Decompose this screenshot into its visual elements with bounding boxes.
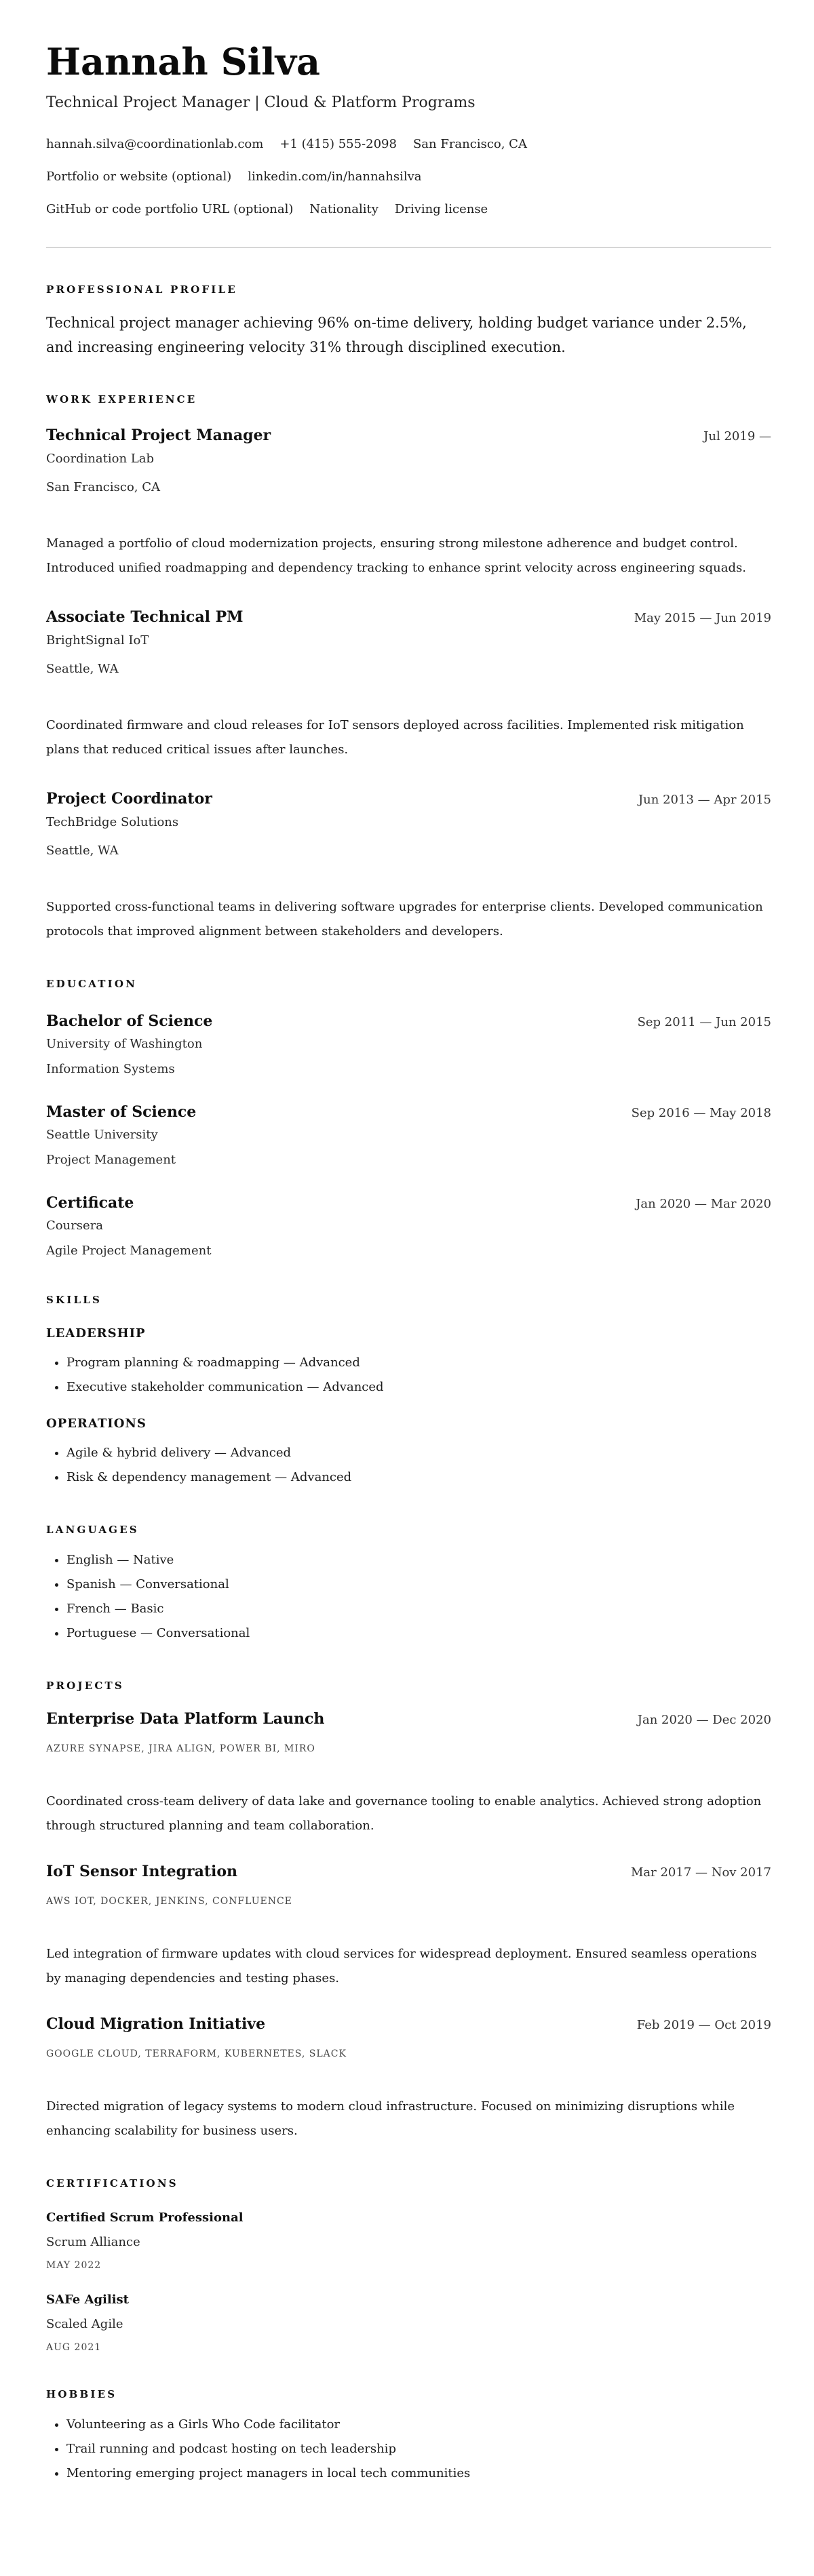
section-heading: HOBBIES bbox=[46, 2388, 117, 2400]
certification-issuer: Scaled Agile bbox=[46, 2317, 123, 2331]
contact-line bbox=[46, 200, 771, 219]
project-description: Led integration of firmware updates with cloud services for widespread deployment. Ensured seamless operations by managing dependencies and testing phases. bbox=[46, 1947, 757, 1985]
job-location: Seattle, WA bbox=[46, 662, 119, 676]
job-location: San Francisco, CA bbox=[46, 480, 161, 494]
projects-section bbox=[46, 1679, 771, 2143]
certifications-section bbox=[46, 2177, 771, 2354]
language-list bbox=[46, 1548, 771, 1646]
project-name: Cloud Migration Initiative bbox=[46, 2015, 266, 2033]
job-company: BrightSignal IoT bbox=[46, 633, 149, 648]
linkedin-link[interactable]: linkedin.com/in/hannahsilva bbox=[248, 170, 422, 184]
phone: +1 (415) 555-2098 bbox=[279, 137, 397, 151]
hobbies-section bbox=[46, 2387, 771, 2486]
profile-section bbox=[46, 283, 771, 359]
job-dates: Jun 2013 — Apr 2015 bbox=[638, 793, 771, 807]
certification-entry bbox=[46, 2291, 771, 2354]
project-name: IoT Sensor Integration bbox=[46, 1863, 238, 1880]
certification-name: SAFe Agilist bbox=[46, 2293, 129, 2307]
project-dates: Mar 2017 — Nov 2017 bbox=[630, 1865, 771, 1880]
project-entry bbox=[46, 1861, 771, 1991]
section-heading: PROFESSIONAL PROFILE bbox=[46, 283, 237, 296]
section-heading: EDUCATION bbox=[46, 978, 138, 990]
job-description: Supported cross-functional teams in delivering software upgrades for enterprise clients. Developed communication protocols that improved alignment between stakeholders and developers. bbox=[46, 900, 763, 938]
project-tech: GOOGLE CLOUD, TERRAFORM, KUBERNETES, SLACK bbox=[46, 2048, 347, 2059]
project-entry bbox=[46, 2014, 771, 2143]
profile-text: Technical project manager achieving 96% on-time delivery, holding budget variance under 2.5%, and increasing engineering velocity 31% through disciplined execution. bbox=[46, 315, 747, 355]
skills-section bbox=[46, 1293, 771, 1490]
section-heading: SKILLS bbox=[46, 1294, 102, 1306]
skill-list bbox=[46, 1351, 771, 1400]
language-item: • French — Basic bbox=[66, 1597, 771, 1621]
resume-header bbox=[46, 39, 771, 219]
project-description: Directed migration of legacy systems to modern cloud infrastructure. Focused on minimizing disruptions while enhancing scalability for business users. bbox=[46, 2099, 735, 2138]
education-entry bbox=[46, 1011, 771, 1078]
skill-group-title: LEADERSHIP bbox=[46, 1326, 146, 1341]
job-entry bbox=[46, 789, 771, 944]
education-entry bbox=[46, 1102, 771, 1169]
job-company: TechBridge Solutions bbox=[46, 815, 179, 829]
section-heading: CERTIFICATIONS bbox=[46, 2177, 178, 2189]
language-item: • Spanish — Conversational bbox=[66, 1572, 771, 1597]
school: Seattle University bbox=[46, 1128, 158, 1142]
job-description: Coordinated firmware and cloud releases for IoT sensors deployed across facilities. Implemented risk mitigation plans that reduced critical issues after launches. bbox=[46, 718, 744, 757]
certification-date: MAY 2022 bbox=[46, 2260, 102, 2271]
project-dates: Jan 2020 — Dec 2020 bbox=[637, 1713, 771, 1727]
project-description: Coordinated cross-team delivery of data lake and governance tooling to enable analytics. Achieved strong adoption through structured planning and team collaboration. bbox=[46, 1794, 762, 1833]
skill-group-title: OPERATIONS bbox=[46, 1416, 147, 1431]
job-dates: Jul 2019 — bbox=[703, 429, 771, 443]
hobby-list bbox=[46, 2413, 771, 2486]
education-section bbox=[46, 977, 771, 1260]
school: University of Washington bbox=[46, 1037, 203, 1051]
job-company: Coordination Lab bbox=[46, 452, 155, 466]
section-heading: PROJECTS bbox=[46, 1680, 124, 1692]
job-dates: May 2015 — Jun 2019 bbox=[634, 611, 771, 625]
nationality: Nationality bbox=[309, 202, 379, 216]
certification-name: Certified Scrum Professional bbox=[46, 2211, 244, 2225]
contact-line bbox=[46, 135, 771, 154]
education-dates: Sep 2011 — Jun 2015 bbox=[637, 1015, 771, 1029]
field-of-study: Agile Project Management bbox=[46, 1244, 212, 1258]
degree: Certificate bbox=[46, 1194, 134, 1212]
education-dates: Sep 2016 — May 2018 bbox=[631, 1106, 771, 1120]
job-location: Seattle, WA bbox=[46, 844, 119, 858]
degree: Bachelor of Science bbox=[46, 1012, 213, 1030]
section-heading: WORK EXPERIENCE bbox=[46, 393, 197, 405]
hobby-item: • Trail running and podcast hosting on tech leadership bbox=[66, 2437, 771, 2461]
education-entry bbox=[46, 1193, 771, 1260]
experience-section bbox=[46, 393, 771, 944]
skill-item: • Agile & hybrid delivery — Advanced bbox=[66, 1441, 771, 1465]
skill-item: • Risk & dependency management — Advanced bbox=[66, 1465, 771, 1490]
driving-license: Driving license bbox=[394, 202, 488, 216]
section-heading: LANGUAGES bbox=[46, 1524, 139, 1536]
languages-section bbox=[46, 1523, 771, 1646]
field-of-study: Project Management bbox=[46, 1153, 176, 1167]
candidate-title: Technical Project Manager | Cloud & Platform Programs bbox=[46, 94, 476, 111]
project-entry bbox=[46, 1709, 771, 1838]
skill-item: • Executive stakeholder communication — Advanced bbox=[66, 1375, 771, 1400]
skill-item: • Program planning & roadmapping — Advanced bbox=[66, 1351, 771, 1375]
job-description: Managed a portfolio of cloud modernization projects, ensuring strong milestone adherence and budget control. Introduced unified roadmapping and dependency tracking to enhance sprint velocity across engineering squads. bbox=[46, 536, 746, 575]
job-title: Project Coordinator bbox=[46, 790, 212, 808]
job-entry bbox=[46, 607, 771, 762]
location: San Francisco, CA bbox=[412, 137, 527, 151]
header-divider bbox=[46, 247, 771, 248]
language-item: • English — Native bbox=[66, 1548, 771, 1572]
email[interactable]: hannah.silva@coordinationlab.com bbox=[46, 137, 264, 151]
hobby-item: • Mentoring emerging project managers in local tech communities bbox=[66, 2461, 771, 2486]
github-link[interactable]: GitHub or code portfolio URL (optional) bbox=[46, 202, 294, 216]
hobby-item: • Volunteering as a Girls Who Code facilitator bbox=[66, 2413, 771, 2437]
certification-entry bbox=[46, 2209, 771, 2272]
project-name: Enterprise Data Platform Launch bbox=[46, 1710, 325, 1728]
job-title: Associate Technical PM bbox=[46, 608, 244, 626]
certification-date: AUG 2021 bbox=[46, 2342, 102, 2353]
school: Coursera bbox=[46, 1218, 104, 1233]
job-entry bbox=[46, 425, 771, 580]
language-item: • Portuguese — Conversational bbox=[66, 1621, 771, 1646]
job-title: Technical Project Manager bbox=[46, 427, 271, 444]
education-dates: Jan 2020 — Mar 2020 bbox=[636, 1197, 771, 1211]
portfolio-link[interactable]: Portfolio or website (optional) bbox=[46, 170, 232, 184]
degree: Master of Science bbox=[46, 1103, 197, 1121]
project-dates: Feb 2019 — Oct 2019 bbox=[636, 2018, 771, 2032]
skill-list bbox=[46, 1441, 771, 1490]
candidate-name: Hannah Silva bbox=[46, 40, 320, 83]
field-of-study: Information Systems bbox=[46, 1062, 175, 1076]
contact-line bbox=[46, 167, 771, 186]
project-tech: AZURE SYNAPSE, JIRA ALIGN, POWER BI, MIRO bbox=[46, 1743, 315, 1754]
certification-issuer: Scrum Alliance bbox=[46, 2235, 140, 2249]
project-tech: AWS IOT, DOCKER, JENKINS, CONFLUENCE bbox=[46, 1896, 292, 1907]
